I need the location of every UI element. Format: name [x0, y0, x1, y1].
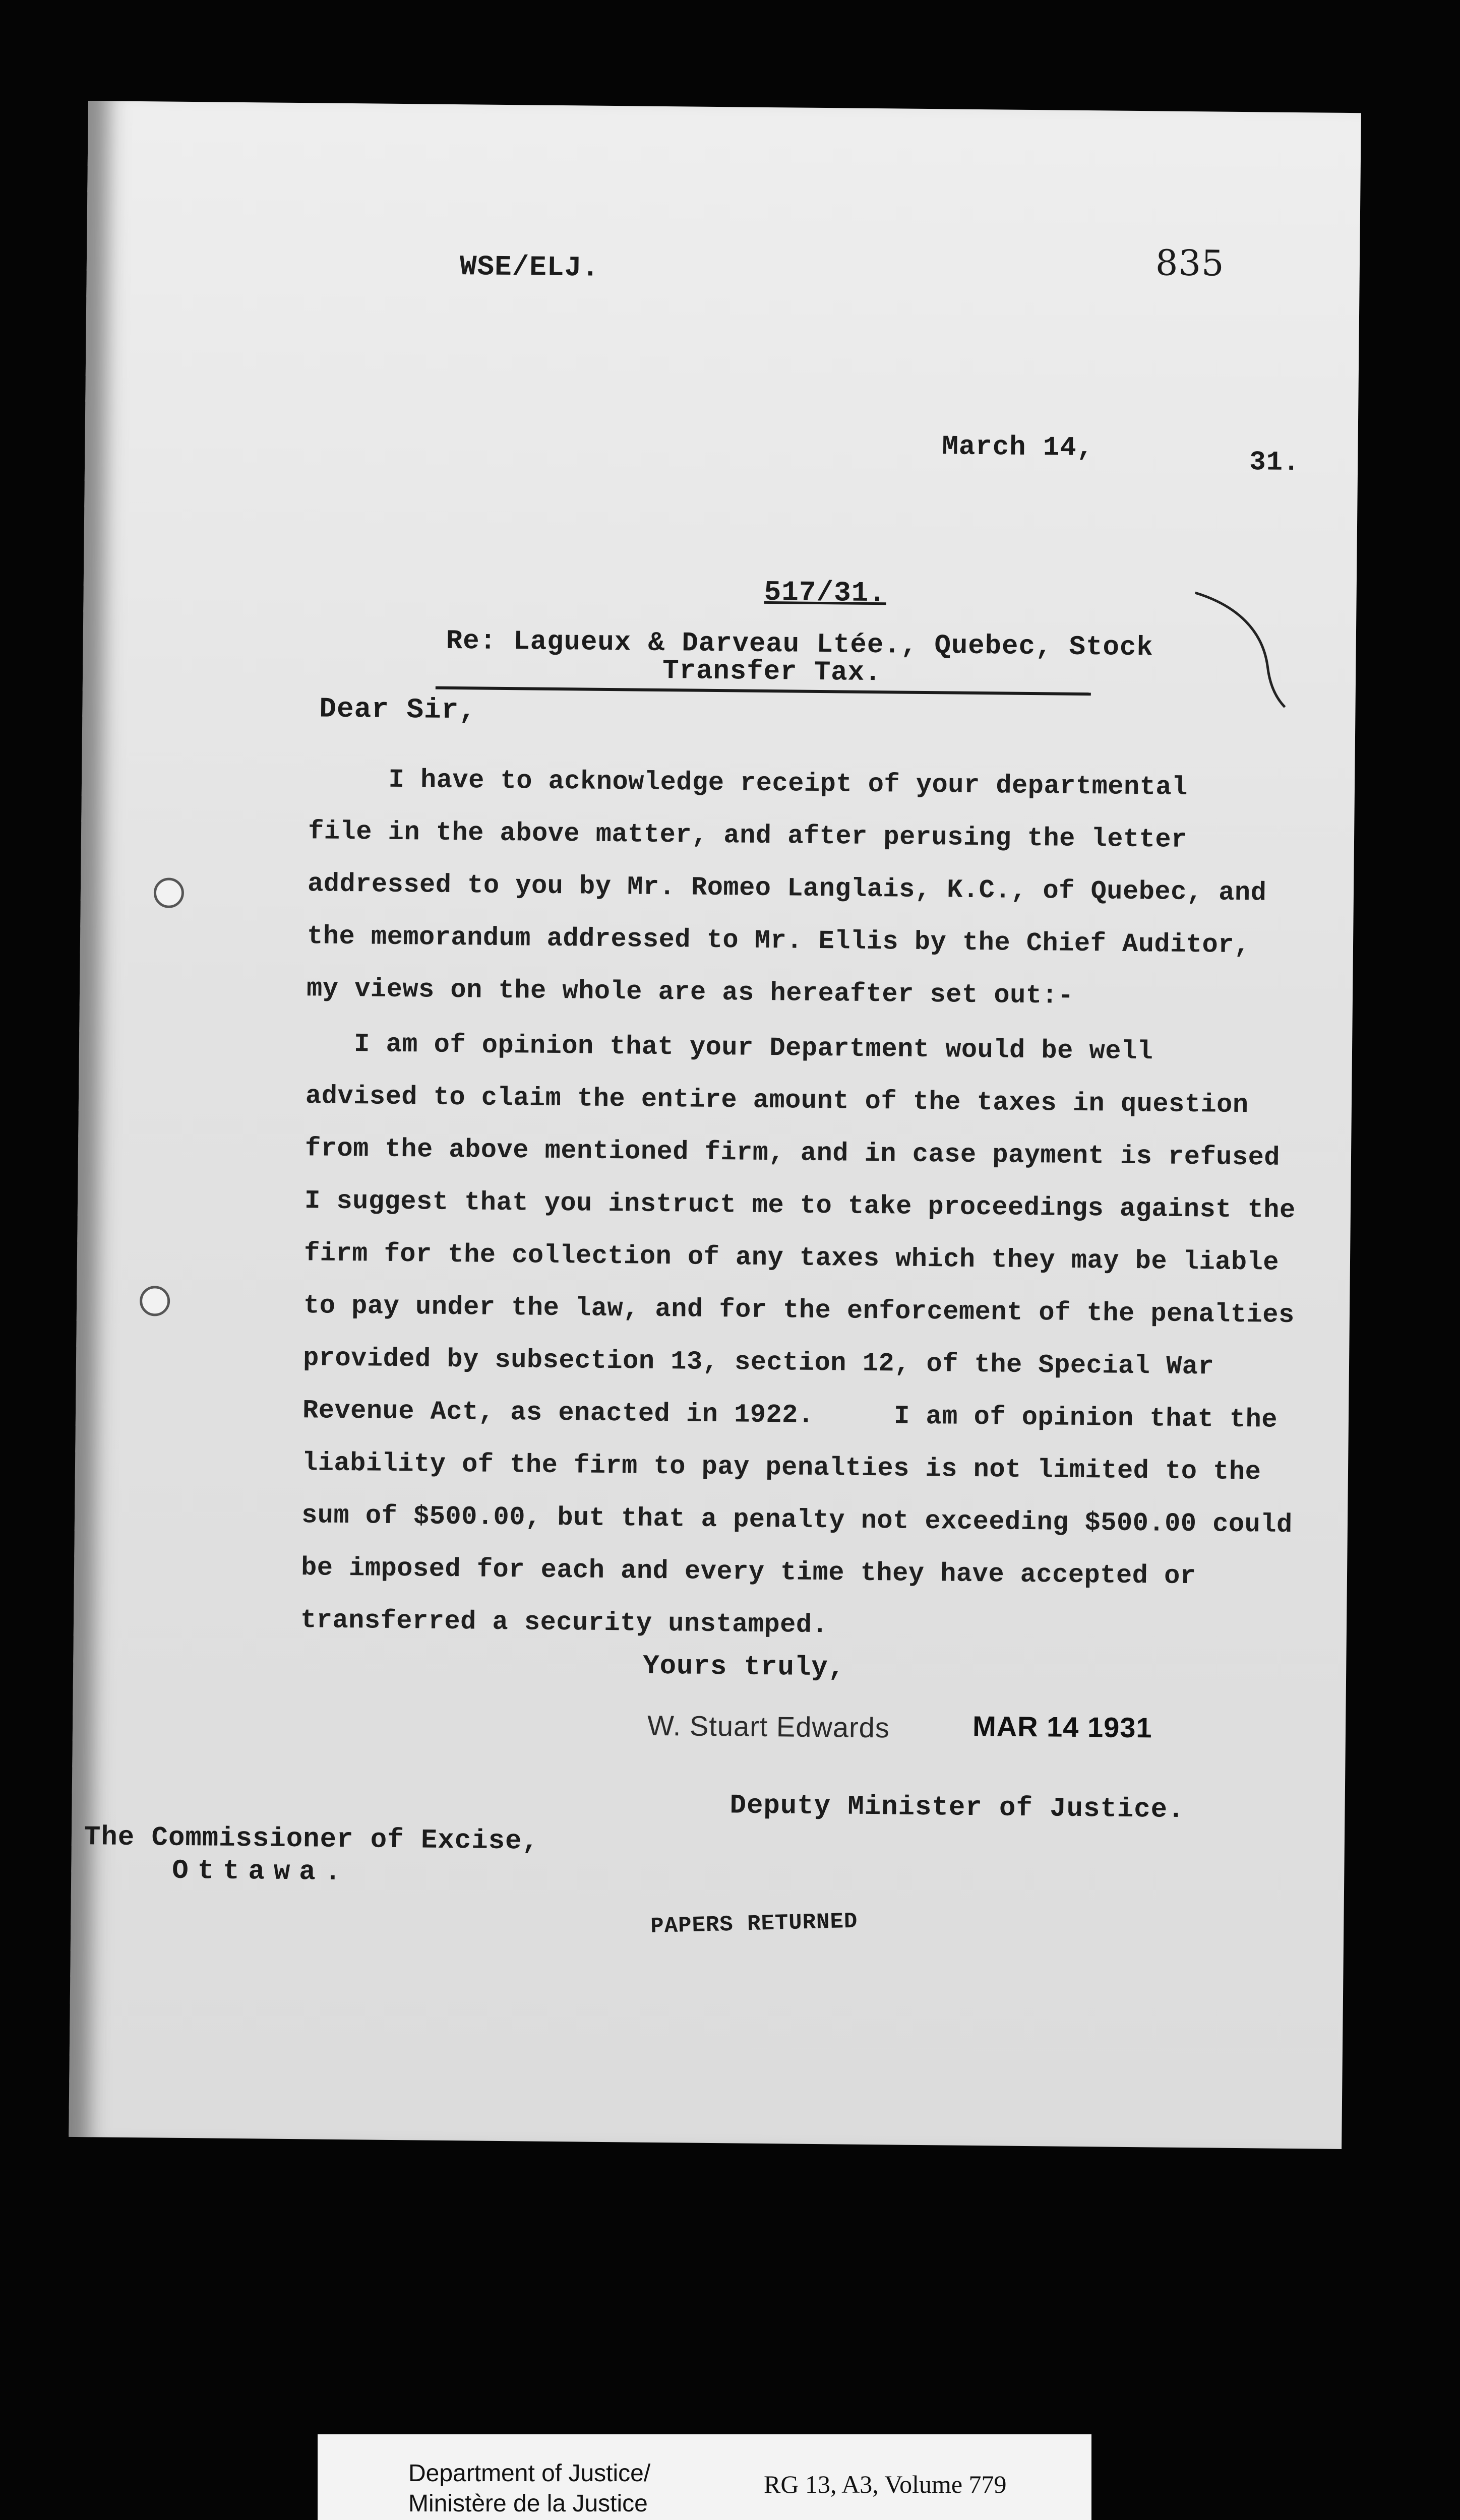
pen-mark-icon — [1191, 590, 1323, 722]
record-group-reference: RG 13, A3, Volume 779 — [764, 2470, 1007, 2498]
department-french: Ministère de la Justice — [408, 2490, 648, 2517]
file-number: 517/31. — [764, 576, 887, 610]
addressee-line-2: Ottawa. — [172, 1855, 350, 1888]
punch-hole-icon — [140, 1286, 170, 1316]
reference-initials: WSE/ELJ. — [459, 250, 600, 284]
salutation: Dear Sir, — [319, 692, 477, 727]
punch-hole-icon — [154, 877, 185, 908]
paragraph-1: I have to acknowledge receipt of your departmental file in the above matter, and after perusing the letter addressed to you by Mr. Romeo Langlais, K.C., of Quebec, and the memorandum addressed to Mr. Ellis by the Chief Auditor, my views on the whole are as hereafter set out:- — [306, 764, 1267, 1011]
subject-underline — [436, 686, 1091, 696]
page-number: 835 — [1155, 242, 1225, 284]
signer-title: Deputy Minister of Justice. — [729, 1790, 1185, 1826]
addressee-line-1: The Commissioner of Excise, — [84, 1822, 539, 1857]
department-english: Department of Justice/ — [408, 2460, 651, 2487]
letter-year: 31. — [1249, 447, 1300, 479]
date-stamp: MAR 14 1931 — [972, 1710, 1152, 1744]
letter-page — [69, 101, 1361, 2149]
subject-line-1: Re: Lagueux & Darveau Ltée., Quebec, Stock — [446, 625, 1153, 664]
papers-returned-stamp: PAPERS RETURNED — [650, 1909, 858, 1940]
letter-date: March 14, — [942, 431, 1094, 464]
archive-reference-label — [318, 2434, 1091, 2520]
subject-line-2: Transfer Tax. — [662, 655, 882, 689]
signature: W. Stuart Edwards — [647, 1709, 890, 1744]
closing: Yours truly, — [642, 1651, 845, 1684]
paragraph-2: I am of opinion that your Department would be well advised to claim the entire amount of the taxes in question from the above mentioned firm, and in case payment is refused I suggest that you instruct me to take proceedings against the firm for the collection of any taxes which they may be liable to pay under the law, and for the enforcement of the penalties provided by subsection 13, section 12, of the Special War Revenue Act, as enacted in 1922. I am of opinion that the liability of the firm to pay penalties is not limited to the sum of $500.00, but that a penalty not exceeding $500.00 could be imposed for each and every time they have accepted or transferred a security unstamped. — [300, 1029, 1296, 1641]
